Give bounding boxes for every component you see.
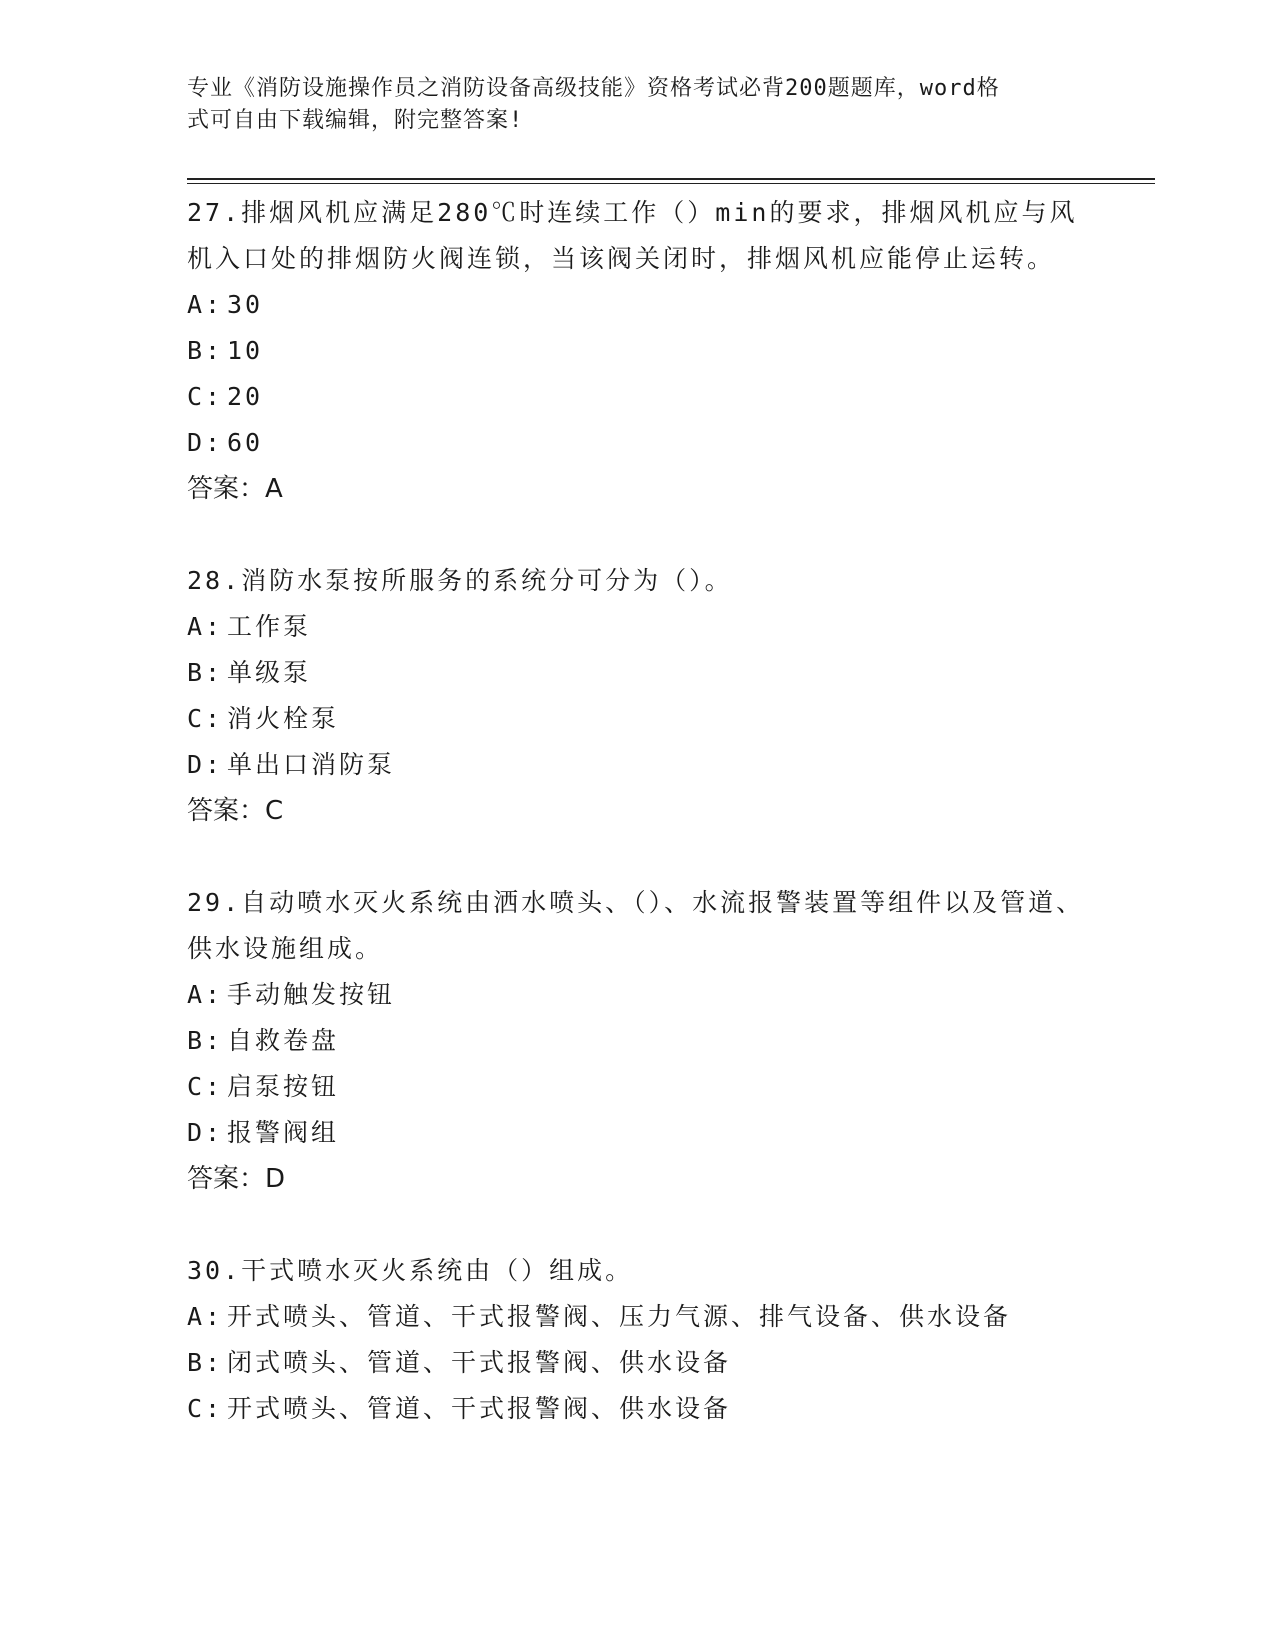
option-c [187, 1064, 1087, 1110]
option-text: 消火栓泵 [227, 704, 340, 733]
option-c [187, 374, 1087, 420]
option-letter: A: [187, 290, 224, 319]
option-letter: D: [187, 750, 224, 779]
question-stem: 30.干式喷水灭火系统由（）组成。 [187, 1256, 634, 1285]
option-text: 自救卷盘 [227, 1026, 340, 1055]
option-text: 开式喷头、管道、干式报警阀、供水设备 [227, 1394, 732, 1423]
option-text: 开式喷头、管道、干式报警阀、压力气源、排气设备、供水设备 [227, 1302, 1012, 1331]
option-d [187, 742, 1087, 788]
answer-label: 答案：C [187, 796, 284, 826]
question-stem: 27.排烟风机应满足280℃时连续工作（）min的要求，排烟风机应与风机入口处的排烟防火阀连锁，当该阀关闭时，排烟风机应能停止运转。 [187, 198, 1078, 273]
option-text: 工作泵 [227, 612, 312, 641]
option-letter: C: [187, 704, 224, 733]
option-letter: C: [187, 1072, 224, 1101]
answer-label: 答案：D [187, 1164, 286, 1194]
question-27 [187, 190, 1087, 512]
option-b [187, 650, 1087, 696]
option-text: 单出口消防泵 [227, 750, 396, 779]
question-29 [187, 880, 1087, 1202]
option-text: 30 [227, 290, 264, 319]
option-letter: B: [187, 1348, 224, 1377]
option-letter: B: [187, 658, 224, 687]
question-stem: 28.消防水泵按所服务的系统分可分为（）。 [187, 566, 733, 595]
option-a [187, 282, 1087, 328]
option-d [187, 1110, 1087, 1156]
option-letter: C: [187, 382, 224, 411]
header-divider-thin [187, 183, 1155, 184]
option-text: 20 [227, 382, 264, 411]
option-letter: A: [187, 980, 224, 1009]
option-b [187, 1018, 1087, 1064]
option-c [187, 696, 1087, 742]
option-text: 手动触发按钮 [227, 980, 396, 1009]
option-text: 报警阀组 [227, 1118, 340, 1147]
header-line-2: 式可自由下载编辑，附完整答案! [187, 108, 524, 133]
option-text: 10 [227, 336, 264, 365]
option-c [187, 1386, 1087, 1432]
option-letter: D: [187, 428, 224, 457]
document-header [187, 73, 1087, 137]
option-text: 单级泵 [227, 658, 312, 687]
option-a [187, 1294, 1087, 1340]
option-text: 60 [227, 428, 264, 457]
option-text: 闭式喷头、管道、干式报警阀、供水设备 [227, 1348, 732, 1377]
option-letter: A: [187, 1302, 224, 1331]
option-d [187, 420, 1087, 466]
question-list [187, 190, 1087, 1478]
option-letter: D: [187, 1118, 224, 1147]
option-a [187, 972, 1087, 1018]
option-b [187, 328, 1087, 374]
option-letter: B: [187, 336, 224, 365]
option-letter: C: [187, 1394, 224, 1423]
option-b [187, 1340, 1087, 1386]
option-letter: A: [187, 612, 224, 641]
question-28 [187, 558, 1087, 834]
header-line-1: 专业《消防设施操作员之消防设备高级技能》资格考试必背200题题库，word格 [187, 76, 1000, 101]
option-letter: B: [187, 1026, 224, 1055]
question-stem: 29.自动喷水灭火系统由洒水喷头、（）、水流报警装置等组件以及管道、供水设施组成。 [187, 888, 1085, 963]
option-text: 启泵按钮 [227, 1072, 340, 1101]
option-a [187, 604, 1087, 650]
answer-label: 答案：A [187, 474, 283, 504]
question-30 [187, 1248, 1087, 1432]
header-divider-thick [187, 178, 1155, 180]
